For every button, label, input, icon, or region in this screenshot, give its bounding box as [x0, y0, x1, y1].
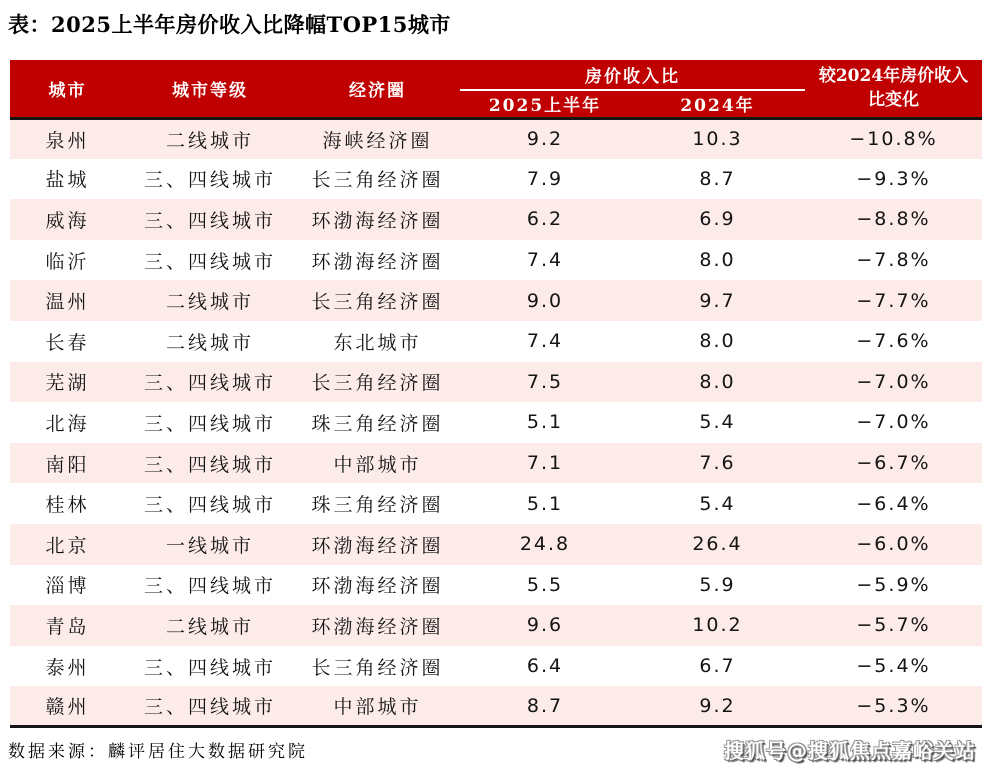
- region-cell: 海峡经济圈: [322, 129, 433, 152]
- ratio-2025h1-cell: 24.8: [519, 533, 571, 556]
- region-cell: 环渤海经济圈: [311, 615, 444, 638]
- ratio-2024-cell: 5.4: [699, 411, 736, 434]
- change-cell: −5.4%: [856, 655, 931, 678]
- tier-cell: 一线城市: [165, 534, 254, 557]
- region-cell: 珠三角经济圈: [311, 412, 444, 435]
- change-cell: −9.3%: [856, 167, 931, 190]
- table-row: [10, 280, 982, 321]
- table-row: [10, 240, 982, 281]
- ratio-2024-cell: 8.0: [699, 370, 736, 393]
- ratio-2025h1-cell: 7.9: [526, 167, 564, 190]
- ratio-2024-cell: 9.2: [699, 694, 736, 717]
- ratio-2025h1-cell: 7.5: [526, 370, 564, 393]
- region-cell: 东北城市: [333, 331, 422, 354]
- city-cell: 北京: [45, 534, 90, 557]
- tier-cell: 三、四线城市: [143, 575, 276, 598]
- table-row: [10, 362, 982, 403]
- table-row: [10, 524, 982, 565]
- table-row: [10, 686, 982, 727]
- ratio-2025h1-cell: 6.4: [526, 655, 564, 678]
- table-row: [10, 646, 982, 687]
- ratio-2025h1-cell: 5.1: [526, 492, 564, 515]
- city-cell: 赣州: [45, 696, 90, 719]
- city-cell: 威海: [45, 209, 90, 232]
- col-header-2024: 2024年: [630, 90, 805, 118]
- page: [0, 9, 982, 765]
- ratio-2025h1-cell: 8.7: [526, 694, 564, 717]
- sohu-watermark: 搜狐号@搜狐焦点嘉峪关站: [724, 739, 976, 764]
- change-cell: −7.0%: [856, 411, 931, 434]
- city-cell: 桂林: [45, 494, 90, 517]
- tier-cell: 三、四线城市: [143, 656, 276, 679]
- footer: [8, 735, 976, 764]
- ratio-2024-cell: 8.0: [699, 330, 736, 353]
- region-cell: 长三角经济圈: [311, 372, 444, 395]
- page-title: 表：2025上半年房价收入比降幅TOP15城市: [8, 12, 451, 37]
- ratio-2024-cell: 5.4: [699, 492, 736, 515]
- header-row-top: [10, 60, 982, 90]
- tier-cell: 三、四线城市: [143, 453, 276, 476]
- tier-cell: 三、四线城市: [143, 169, 276, 192]
- ratio-2024-cell: 8.0: [699, 249, 736, 272]
- ratio-2025h1-cell: 6.2: [526, 208, 564, 231]
- city-cell: 青岛: [45, 615, 90, 638]
- col-header-city: 城市: [10, 60, 125, 118]
- ratio-2024-cell: 6.9: [699, 208, 736, 231]
- col-header-2025h1: 2025上半年: [460, 90, 630, 118]
- change-cell: −6.7%: [856, 452, 931, 475]
- ratio-2024-cell: 7.6: [699, 452, 736, 475]
- col-header-region: 经济圈: [295, 60, 460, 118]
- region-cell: 环渤海经济圈: [311, 250, 444, 273]
- city-cell: 长春: [45, 331, 90, 354]
- ratio-2025h1-cell: 7.4: [526, 330, 564, 353]
- ratio-2024-cell: 6.7: [699, 655, 736, 678]
- change-cell: −7.0%: [856, 370, 931, 393]
- change-cell: −5.3%: [856, 694, 931, 717]
- ratio-2024-cell: 8.7: [699, 167, 736, 190]
- region-cell: 珠三角经济圈: [311, 494, 444, 517]
- change-cell: −10.8%: [849, 128, 938, 151]
- ratio-2024-cell: 10.2: [692, 614, 743, 637]
- change-cell: −5.9%: [856, 573, 931, 596]
- ratio-2024-cell: 26.4: [692, 533, 743, 556]
- city-cell: 泰州: [45, 656, 90, 679]
- city-cell: 泉州: [45, 129, 90, 152]
- change-cell: −6.0%: [856, 533, 931, 556]
- tier-cell: 三、四线城市: [143, 412, 276, 435]
- tier-cell: 三、四线城市: [143, 372, 276, 395]
- table-row: [10, 483, 982, 524]
- table-body: [10, 118, 982, 727]
- data-source-label: 数据来源：麟评居住大数据研究院: [8, 742, 308, 763]
- change-cell: −6.4%: [856, 492, 931, 515]
- table-row: [10, 118, 982, 159]
- city-cell: 临沂: [45, 250, 90, 273]
- tier-cell: 二线城市: [165, 291, 254, 314]
- ratio-2025h1-cell: 9.2: [526, 128, 564, 151]
- ratio-2024-cell: 5.9: [699, 573, 736, 596]
- tier-cell: 三、四线城市: [143, 494, 276, 517]
- ratio-2025h1-cell: 9.6: [526, 614, 564, 637]
- ratio-2024-cell: 10.3: [692, 128, 743, 151]
- region-cell: 中部城市: [333, 696, 422, 719]
- region-cell: 环渤海经济圈: [311, 534, 444, 557]
- region-cell: 长三角经济圈: [311, 656, 444, 679]
- city-cell: 淄博: [45, 575, 90, 598]
- region-cell: 环渤海经济圈: [311, 209, 444, 232]
- ratio-2025h1-cell: 5.1: [526, 411, 564, 434]
- ratio-2025h1-cell: 9.0: [526, 289, 564, 312]
- col-header-tier: 城市等级: [125, 60, 295, 118]
- region-cell: 长三角经济圈: [311, 169, 444, 192]
- change-cell: −8.8%: [856, 208, 931, 231]
- city-cell: 盐城: [45, 169, 90, 192]
- ratio-2025h1-cell: 7.1: [526, 452, 564, 475]
- ratio-2025h1-cell: 5.5: [526, 573, 564, 596]
- tier-cell: 二线城市: [165, 129, 254, 152]
- table-row: [10, 443, 982, 484]
- region-cell: 环渤海经济圈: [311, 575, 444, 598]
- ratio-2024-cell: 9.7: [699, 289, 736, 312]
- city-cell: 芜湖: [45, 372, 90, 395]
- table-row: [10, 199, 982, 240]
- table-row: [10, 402, 982, 443]
- data-table: [10, 60, 982, 728]
- tier-cell: 二线城市: [165, 615, 254, 638]
- change-cell: −5.7%: [856, 614, 931, 637]
- table-row: [10, 159, 982, 200]
- change-cell: −7.7%: [856, 289, 931, 312]
- tier-cell: 二线城市: [165, 331, 254, 354]
- change-cell: −7.8%: [856, 249, 931, 272]
- tier-cell: 三、四线城市: [143, 209, 276, 232]
- table-row: [10, 565, 982, 606]
- city-cell: 温州: [45, 291, 90, 314]
- table-header: [10, 60, 982, 118]
- ratio-2025h1-cell: 7.4: [526, 249, 564, 272]
- table-row: [10, 321, 982, 362]
- city-cell: 南阳: [45, 453, 90, 476]
- col-header-ratio-group: 房价收入比: [460, 60, 805, 90]
- tier-cell: 三、四线城市: [143, 696, 276, 719]
- region-cell: 中部城市: [333, 453, 422, 476]
- change-cell: −7.6%: [856, 330, 931, 353]
- city-cell: 北海: [45, 412, 90, 435]
- tier-cell: 三、四线城市: [143, 250, 276, 273]
- table-row: [10, 605, 982, 646]
- region-cell: 长三角经济圈: [311, 291, 444, 314]
- col-header-change: 较2024年房价收入比变化: [805, 60, 982, 118]
